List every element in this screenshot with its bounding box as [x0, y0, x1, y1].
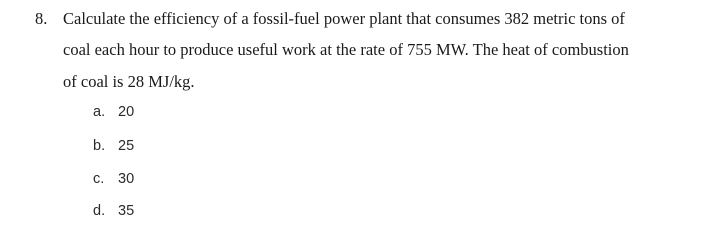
- question-text-line: of coal is 28 MJ/kg.: [63, 72, 195, 91]
- question-text-line: Calculate the efficiency of a fossil-fuel power plant that consumes 382 metric tons of: [63, 9, 625, 28]
- option-value: 30: [118, 171, 135, 187]
- option-letter: c.: [93, 171, 105, 187]
- answer-option-b[interactable]: [93, 137, 134, 155]
- answer-option-c[interactable]: [93, 170, 134, 188]
- option-letter: d.: [93, 203, 106, 219]
- option-letter: a.: [93, 104, 106, 120]
- question-text-line: coal each hour to produce useful work at the rate of 755 MW. The heat of combustion: [63, 40, 629, 59]
- option-letter: b.: [93, 138, 106, 154]
- question-number: 8.: [35, 9, 48, 28]
- option-value: 35: [118, 203, 135, 219]
- answer-option-d[interactable]: [93, 202, 134, 220]
- option-value: 25: [118, 138, 135, 154]
- answer-option-a[interactable]: [93, 103, 134, 121]
- option-value: 20: [118, 104, 135, 120]
